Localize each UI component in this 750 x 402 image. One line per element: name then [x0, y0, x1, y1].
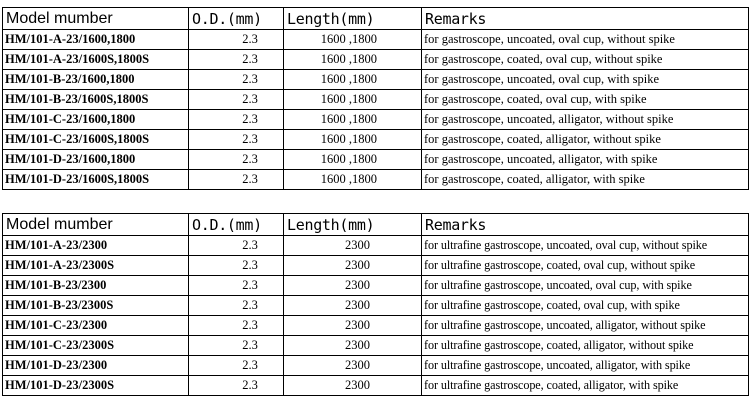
remarks-cell: for ultrafine gastroscope, uncoated, alligator, without spike [422, 316, 749, 336]
table-row [3, 316, 749, 336]
remarks-cell: for ultrafine gastroscope, coated, alligator, with spike [422, 376, 749, 396]
length-cell: 1600 ,1800 [284, 110, 422, 130]
table-body [3, 8, 749, 190]
table-body [3, 214, 749, 396]
length-cell: 2300 [284, 236, 422, 256]
od-cell: 2.3 [189, 50, 284, 70]
length-cell: 2300 [284, 336, 422, 356]
od-cell: 2.3 [189, 170, 284, 190]
model-number-cell: HM/101-D-23/1600S,1800S [3, 170, 189, 190]
length-cell: 2300 [284, 356, 422, 376]
table-row [3, 356, 749, 376]
od-cell: 2.3 [189, 110, 284, 130]
table-row [3, 276, 749, 296]
remarks-cell: for gastroscope, uncoated, alligator, without spike [422, 110, 749, 130]
model-number-cell: HM/101-B-23/2300 [3, 276, 189, 296]
model-number-cell: HM/101-A-23/2300S [3, 256, 189, 276]
remarks-cell: for gastroscope, coated, oval cup, with spike [422, 90, 749, 110]
remarks-cell: for ultrafine gastroscope, coated, oval cup, without spike [422, 256, 749, 276]
table-row [3, 110, 749, 130]
table-row [3, 50, 749, 70]
table-row [3, 30, 749, 50]
model-number-cell: HM/101-B-23/2300S [3, 296, 189, 316]
od-cell: 2.3 [189, 236, 284, 256]
od-cell: 2.3 [189, 70, 284, 90]
length-cell: 2300 [284, 296, 422, 316]
od-cell: 2.3 [189, 276, 284, 296]
od-cell: 2.3 [189, 316, 284, 336]
model-number-cell: HM/101-C-23/1600S,1800S [3, 130, 189, 150]
table-row [3, 90, 749, 110]
table-row [3, 296, 749, 316]
length-cell: 2300 [284, 256, 422, 276]
remarks-cell: for ultrafine gastroscope, coated, alligator, without spike [422, 336, 749, 356]
length-cell: 1600 ,1800 [284, 150, 422, 170]
remarks-cell: for ultrafine gastroscope, uncoated, alligator, with spike [422, 356, 749, 376]
header-model-number: Model mumber [3, 8, 189, 30]
length-cell: 1600 ,1800 [284, 90, 422, 110]
remarks-cell: for gastroscope, uncoated, oval cup, with spike [422, 70, 749, 90]
table-row [3, 150, 749, 170]
header-od: O.D.(mm) [189, 214, 284, 236]
length-cell: 1600 ,1800 [284, 130, 422, 150]
model-number-cell: HM/101-A-23/1600,1800 [3, 30, 189, 50]
length-cell: 1600 ,1800 [284, 170, 422, 190]
length-cell: 2300 [284, 376, 422, 396]
remarks-cell: for ultrafine gastroscope, coated, oval cup, with spike [422, 296, 749, 316]
header-length: Length(mm) [284, 8, 422, 30]
model-number-cell: HM/101-C-23/2300S [3, 336, 189, 356]
length-cell: 1600 ,1800 [284, 70, 422, 90]
spec-table-standard [2, 7, 749, 190]
od-cell: 2.3 [189, 150, 284, 170]
remarks-cell: for gastroscope, coated, oval cup, without spike [422, 50, 749, 70]
table-row [3, 170, 749, 190]
spec-table-ultrafine [2, 213, 749, 396]
table-row [3, 336, 749, 356]
header-row [3, 214, 749, 236]
od-cell: 2.3 [189, 336, 284, 356]
od-cell: 2.3 [189, 376, 284, 396]
remarks-cell: for gastroscope, uncoated, oval cup, without spike [422, 30, 749, 50]
table-row [3, 376, 749, 396]
header-length: Length(mm) [284, 214, 422, 236]
od-cell: 2.3 [189, 30, 284, 50]
header-remarks: Remarks [422, 214, 749, 236]
remarks-cell: for gastroscope, coated, alligator, without spike [422, 130, 749, 150]
length-cell: 1600 ,1800 [284, 50, 422, 70]
remarks-cell: for gastroscope, uncoated, alligator, with spike [422, 150, 749, 170]
od-cell: 2.3 [189, 356, 284, 376]
remarks-cell: for ultrafine gastroscope, uncoated, oval cup, with spike [422, 276, 749, 296]
model-number-cell: HM/101-C-23/2300 [3, 316, 189, 336]
remarks-cell: for gastroscope, coated, alligator, with spike [422, 170, 749, 190]
remarks-cell: for ultrafine gastroscope, uncoated, oval cup, without spike [422, 236, 749, 256]
od-cell: 2.3 [189, 90, 284, 110]
table-row [3, 256, 749, 276]
length-cell: 2300 [284, 276, 422, 296]
model-number-cell: HM/101-C-23/1600,1800 [3, 110, 189, 130]
model-number-cell: HM/101-D-23/2300S [3, 376, 189, 396]
model-number-cell: HM/101-A-23/2300 [3, 236, 189, 256]
header-remarks: Remarks [422, 8, 749, 30]
od-cell: 2.3 [189, 256, 284, 276]
model-number-cell: HM/101-B-23/1600S,1800S [3, 90, 189, 110]
table-row [3, 130, 749, 150]
od-cell: 2.3 [189, 130, 284, 150]
header-od: O.D.(mm) [189, 8, 284, 30]
length-cell: 1600 ,1800 [284, 30, 422, 50]
header-row [3, 8, 749, 30]
model-number-cell: HM/101-D-23/2300 [3, 356, 189, 376]
model-number-cell: HM/101-A-23/1600S,1800S [3, 50, 189, 70]
od-cell: 2.3 [189, 296, 284, 316]
table-row [3, 236, 749, 256]
header-model-number: Model mumber [3, 214, 189, 236]
model-number-cell: HM/101-D-23/1600,1800 [3, 150, 189, 170]
table-row [3, 70, 749, 90]
length-cell: 2300 [284, 316, 422, 336]
model-number-cell: HM/101-B-23/1600,1800 [3, 70, 189, 90]
